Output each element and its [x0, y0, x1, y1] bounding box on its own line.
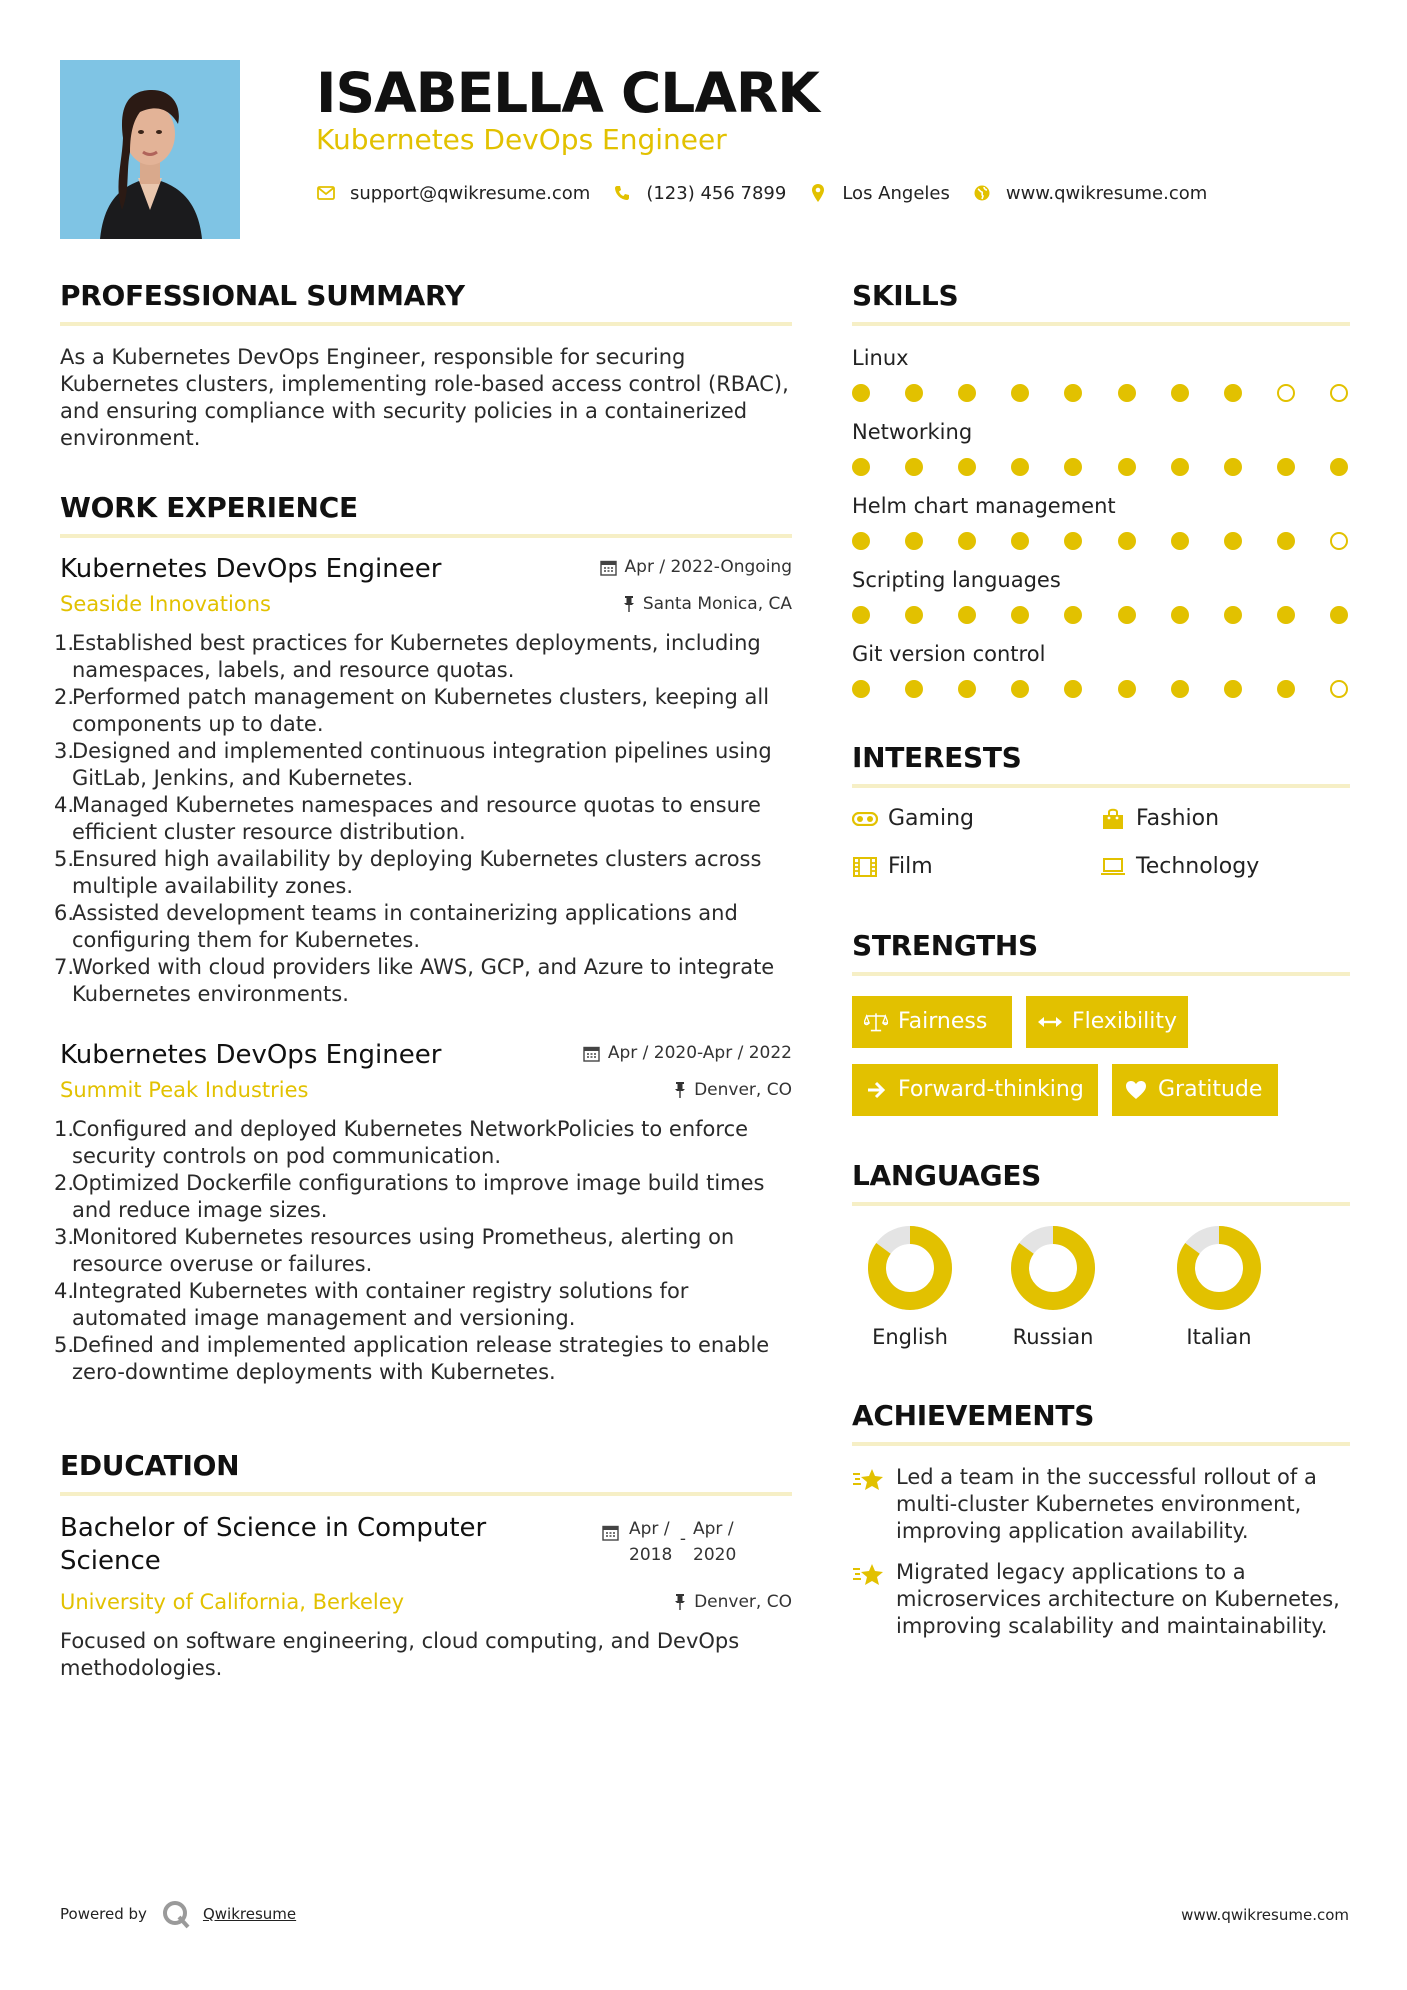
languages-section: [852, 1156, 1350, 1352]
language-item: [1136, 1226, 1302, 1352]
rating-dot-filled: [1064, 384, 1082, 402]
language-donut: [1177, 1226, 1261, 1310]
job-date: Apr / 2022-Ongoing: [600, 552, 792, 582]
rating-dot-filled: [1064, 606, 1082, 624]
skill-name: Linux: [852, 346, 909, 370]
degree-name: Bachelor of Science in Computer Science: [60, 1513, 487, 1576]
rating-dot-filled: [958, 384, 976, 402]
contact-phone[interactable]: [612, 183, 786, 204]
work-section: [54, 488, 792, 1386]
rating-dot-filled: [852, 458, 870, 476]
skill-item: [852, 418, 1350, 476]
list-item: 4. Integrated Kubernetes with container registry solutions for automated image management and versioning.: [54, 1279, 689, 1330]
start-date: Apr / 2018: [629, 1519, 673, 1565]
skills-list: [852, 344, 1350, 698]
rating-dot-filled: [958, 606, 976, 624]
rating-dot-filled: [958, 532, 976, 550]
skill-rating: [852, 384, 1350, 402]
skills-section: [852, 276, 1350, 698]
rating-dot-filled: [852, 606, 870, 624]
rating-dot-filled: [1011, 606, 1029, 624]
school-name: University of California, Berkeley: [60, 1590, 405, 1614]
profile-photo: [60, 60, 240, 239]
pin-icon: [623, 596, 635, 612]
rating-dot-empty: [1277, 384, 1295, 402]
heart-icon: [1124, 1078, 1148, 1102]
right-column: [852, 276, 1350, 1654]
language-item: [970, 1226, 1136, 1352]
rating-dot-filled: [1224, 606, 1242, 624]
contact-bar: [316, 178, 1229, 208]
list-item: 6. Assisted development teams in containerizing applications and configuring them for Kubernetes.: [54, 901, 738, 952]
job-entry: [54, 552, 792, 1008]
section-divider: [60, 1492, 792, 1496]
skill-item: [852, 344, 1350, 402]
rating-dot-filled: [1171, 532, 1189, 550]
bag-icon: [1100, 808, 1126, 830]
interests-list: [852, 804, 1350, 882]
list-item: 5. Defined and implemented application release strategies to enable zero-downtime deployments with Kubernetes.: [54, 1333, 770, 1384]
rating-dot-filled: [1064, 532, 1082, 550]
strength-tag: Fairness: [852, 996, 1012, 1048]
rating-dot-filled: [958, 458, 976, 476]
section-divider: [852, 784, 1350, 788]
rating-dot-filled: [1064, 458, 1082, 476]
rating-dot-filled: [1277, 458, 1295, 476]
rating-dot-filled: [1224, 680, 1242, 698]
scale-icon: [864, 1010, 888, 1034]
star-trophy-icon: [852, 1466, 886, 1496]
envelope-icon: [316, 183, 336, 203]
interest-item: Film: [852, 852, 1100, 882]
skill-name: Helm chart management: [852, 494, 1116, 518]
rating-dot-filled: [905, 606, 923, 624]
rating-dot-filled: [1330, 606, 1348, 624]
section-divider: [852, 1442, 1350, 1446]
rating-dot-filled: [1118, 680, 1136, 698]
strengths-heading: STRENGTHS: [852, 929, 1038, 962]
skills-heading: SKILLS: [852, 279, 959, 312]
rating-dot-filled: [905, 532, 923, 550]
education-dates: Apr / 2018 - Apr / 2020: [602, 1516, 792, 1568]
interest-item: Gaming: [852, 804, 1100, 834]
rating-dot-filled: [905, 458, 923, 476]
footer-website[interactable]: www.qwikresume.com: [1181, 1906, 1349, 1924]
qwikresume-logo-icon: [161, 1899, 191, 1929]
footer-powered-by: Powered by Qwikresume: [60, 1899, 296, 1929]
list-item: 2. Optimized Dockerfile configurations to improve image build times and reduce image sizes.: [54, 1171, 765, 1222]
section-divider: [60, 534, 792, 538]
rating-dot-filled: [905, 384, 923, 402]
website-text: www.qwikresume.com: [1005, 182, 1208, 204]
candidate-title: Kubernetes DevOps Engineer: [316, 123, 727, 156]
star-trophy-icon: [852, 1561, 886, 1591]
rating-dot-empty: [1330, 680, 1348, 698]
list-item: 3. Designed and implemented continuous integration pipelines using GitLab, Jenkins, and Kubernetes.: [54, 739, 772, 790]
achievements-section: [852, 1396, 1350, 1640]
achievement-item: Migrated legacy applications to a microservices architecture on Kubernetes, improving scalability and maintainability.: [852, 1559, 1350, 1640]
job-bullets: [54, 1116, 792, 1386]
section-divider: [852, 322, 1350, 326]
language-item: [850, 1226, 970, 1352]
interests-heading: INTERESTS: [852, 741, 1022, 774]
map-pin-icon: [808, 183, 828, 203]
skill-rating: [852, 680, 1350, 698]
skill-item: [852, 640, 1350, 698]
rating-dot-filled: [1118, 606, 1136, 624]
list-item: 1. Configured and deployed Kubernetes NetworkPolicies to enforce security controls on pod communication.: [54, 1117, 749, 1168]
end-date: Apr / 2020: [693, 1519, 737, 1565]
job-entry: [54, 1038, 792, 1386]
rating-dot-filled: [852, 532, 870, 550]
summary-section: [60, 276, 792, 452]
rating-dot-filled: [1011, 458, 1029, 476]
rating-dot-filled: [1171, 606, 1189, 624]
globe-icon: [972, 183, 992, 203]
rating-dot-filled: [852, 680, 870, 698]
rating-dot-filled: [905, 680, 923, 698]
rating-dot-filled: [1171, 680, 1189, 698]
gamepad-icon: [852, 808, 878, 830]
strengths-section: [852, 926, 1350, 1116]
achievements-heading: ACHIEVEMENTS: [852, 1399, 1095, 1432]
section-divider: [60, 322, 792, 326]
calendar-icon: [602, 1524, 619, 1541]
strengths-list: [852, 996, 1322, 1116]
job-role: Kubernetes DevOps Engineer: [60, 1040, 442, 1070]
language-name: Russian: [1012, 1325, 1094, 1349]
arrows-icon: [1038, 1010, 1062, 1034]
rating-dot-filled: [1277, 680, 1295, 698]
arrow-right-icon: [864, 1078, 888, 1102]
skill-name: Git version control: [852, 642, 1046, 666]
strength-tag: Gratitude: [1112, 1064, 1278, 1116]
section-divider: [852, 972, 1350, 976]
list-item: 5. Ensured high availability by deploying Kubernetes clusters across multiple availability zones.: [54, 847, 762, 898]
summary-heading: PROFESSIONAL SUMMARY: [60, 279, 465, 312]
rating-dot-filled: [1118, 532, 1136, 550]
education-section: [60, 1446, 792, 1682]
rating-dot-filled: [1011, 384, 1029, 402]
rating-dot-filled: [1277, 606, 1295, 624]
rating-dot-filled: [1064, 680, 1082, 698]
skill-name: Networking: [852, 420, 973, 444]
email-text: support@qwikresume.com: [350, 182, 591, 204]
contact-location: [808, 183, 950, 204]
rating-dot-filled: [958, 680, 976, 698]
rating-dot-filled: [1118, 458, 1136, 476]
rating-dot-filled: [852, 384, 870, 402]
strength-tag: Forward-thinking: [852, 1064, 1098, 1116]
skill-item: [852, 492, 1350, 550]
rating-dot-filled: [1118, 384, 1136, 402]
candidate-name: ISABELLA CLARK: [316, 61, 819, 125]
rating-dot-filled: [1171, 458, 1189, 476]
pin-icon: [674, 1082, 686, 1098]
contact-email[interactable]: [316, 183, 590, 204]
skill-name: Scripting languages: [852, 568, 1061, 592]
achievement-item: Led a team in the successful rollout of a multi-cluster Kubernetes environment, improving application availability.: [852, 1464, 1350, 1545]
film-icon: [852, 856, 878, 878]
rating-dot-filled: [1224, 384, 1242, 402]
education-description: Focused on software engineering, cloud computing, and DevOps methodologies.: [60, 1629, 740, 1680]
summary-text: As a Kubernetes DevOps Engineer, responsible for securing Kubernetes clusters, implementing role-based access control (RBAC), and ensuring compliance with security policies in a containerized environment.: [60, 345, 789, 450]
skill-rating: [852, 606, 1350, 624]
list-item: 2. Performed patch management on Kubernetes clusters, keeping all components up to date.: [54, 685, 770, 736]
rating-dot-empty: [1330, 384, 1348, 402]
phone-text: (123) 456 7899: [646, 182, 787, 204]
pin-icon: [674, 1594, 686, 1610]
strength-tag: Flexibility: [1026, 996, 1188, 1048]
work-heading: WORK EXPERIENCE: [60, 491, 358, 524]
list-item: 1. Established best practices for Kubernetes deployments, including namespaces, labels, and resource quotas.: [54, 631, 761, 682]
list-item: 7. Worked with cloud providers like AWS, GCP, and Azure to integrate Kubernetes environments.: [54, 955, 775, 1006]
language-donut: [1011, 1226, 1095, 1310]
language-donut: [868, 1226, 952, 1310]
calendar-icon: [600, 559, 617, 576]
rating-dot-filled: [1224, 458, 1242, 476]
calendar-icon: [583, 1045, 600, 1062]
interests-section: [852, 738, 1350, 882]
company-name: Summit Peak Industries: [60, 1078, 309, 1102]
interest-item: Technology: [1100, 852, 1348, 882]
rating-dot-filled: [1330, 458, 1348, 476]
skill-rating: [852, 532, 1350, 550]
school-location: Denver, CO: [674, 1592, 792, 1612]
rating-dot-filled: [1224, 532, 1242, 550]
rating-dot-filled: [1011, 680, 1029, 698]
languages-heading: LANGUAGES: [852, 1159, 1042, 1192]
left-column: [54, 276, 792, 1682]
list-item: 3. Monitored Kubernetes resources using Prometheus, alerting on resource overuse or failures.: [54, 1225, 735, 1276]
rating-dot-filled: [1171, 384, 1189, 402]
location-text: Los Angeles: [842, 182, 950, 204]
rating-dot-filled: [1011, 532, 1029, 550]
contact-website[interactable]: [972, 183, 1207, 204]
interest-item: Fashion: [1100, 804, 1348, 834]
laptop-icon: [1100, 856, 1126, 878]
language-name: Italian: [1186, 1325, 1252, 1349]
language-name: English: [872, 1325, 948, 1349]
company-name: Seaside Innovations: [60, 592, 271, 616]
languages-list: [852, 1226, 1350, 1352]
education-heading: EDUCATION: [60, 1449, 240, 1482]
skill-item: [852, 566, 1350, 624]
phone-icon: [612, 183, 632, 203]
skill-rating: [852, 458, 1350, 476]
footer-brand-link[interactable]: Qwikresume: [202, 1905, 297, 1923]
rating-dot-empty: [1330, 532, 1348, 550]
rating-dot-filled: [1277, 532, 1295, 550]
job-date: Apr / 2020-Apr / 2022: [583, 1038, 792, 1068]
section-divider: [852, 1202, 1350, 1206]
list-item: 4. Managed Kubernetes namespaces and resource quotas to ensure efficient cluster resource distribution.: [54, 793, 761, 844]
job-role: Kubernetes DevOps Engineer: [60, 554, 442, 584]
job-location: Denver, CO: [674, 1080, 792, 1100]
job-bullets: [54, 630, 792, 1008]
job-location: Santa Monica, CA: [623, 594, 792, 614]
